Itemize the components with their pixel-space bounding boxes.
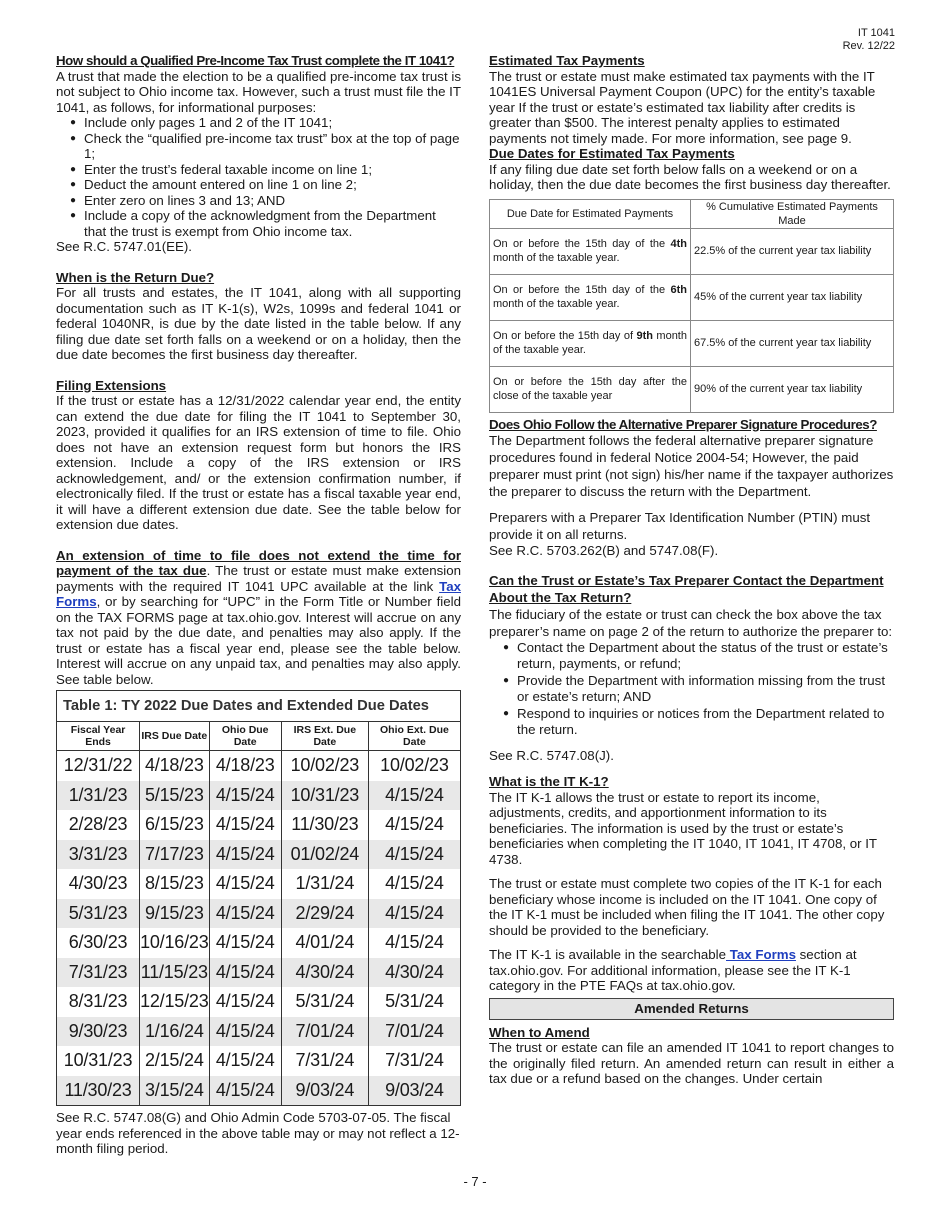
list-item: ● Respond to inquiries or notices from the Department related to the return. [503, 706, 894, 739]
left-column [56, 53, 461, 1157]
when-to-amend-heading: When to Amend [489, 1024, 590, 1040]
tax-forms-link[interactable]: Tax Forms [56, 578, 461, 609]
amended-returns-header: Amended Returns [489, 998, 894, 1020]
table-caption: Table 1: TY 2022 Due Dates and Extended Due Dates [57, 691, 461, 722]
table-cell: 3/15/24 [140, 1076, 209, 1106]
list-item: ● Contact the Department about the status of the trust or estate’s return, payments, or refund; [503, 640, 894, 673]
return-due-heading: When is the Return Due? [56, 269, 215, 285]
table-cell: 4/18/23 [209, 751, 281, 781]
percent-cell: 90% of the current year tax liability [691, 366, 894, 412]
table-cell: 5/31/24 [368, 987, 460, 1017]
estimated-due-heading: Due Dates for Estimated Tax Payments [489, 146, 735, 161]
k1-text-2: The trust or estate must complete two copies of the IT K-1 for each beneficiary whose income is included on the IT 1041. One copy of the IT K-1 must be included when filing the IT 1041. The other copy should be provided to the beneficiary. [489, 876, 885, 938]
table-cell: 9/03/24 [281, 1076, 368, 1106]
table-cell: 12/31/22 [57, 751, 140, 781]
table-row [490, 320, 894, 366]
form-number: IT 1041 [857, 27, 895, 39]
table-cell: 4/15/24 [209, 1046, 281, 1076]
table-cell: 4/15/24 [209, 928, 281, 958]
table-cell: 6/15/23 [140, 810, 209, 840]
table-cell: 7/31/24 [281, 1046, 368, 1076]
list-item: ● Check the “qualified pre-income tax trust” box at the top of page 1; [70, 131, 461, 162]
right-column [489, 53, 894, 1087]
table-cell: 4/15/24 [209, 781, 281, 811]
list-item: ● Enter the trust’s federal taxable income on line 1; [70, 162, 461, 178]
table-cell: 3/31/23 [57, 840, 140, 870]
table-cell: 6/30/23 [57, 928, 140, 958]
estimated-payments-table [489, 199, 894, 413]
due-date-cell: On or before the 15th day of the 6th month of the taxable year. [490, 274, 691, 320]
table-cell: 9/03/24 [368, 1076, 460, 1106]
table-cell: 7/31/24 [368, 1046, 460, 1076]
table-cell: 4/15/24 [209, 1076, 281, 1106]
table-cell: 10/02/23 [368, 751, 460, 781]
qpit-intro: A trust that made the election to be a qualified pre-income tax trust is not subject to Ohio income tax. However, such a trust must file the IT 1041, as follows, for informational purposes: [56, 68, 461, 115]
table-cell: 1/16/24 [140, 1017, 209, 1047]
due-date-cell: On or before the 15th day of the 4th month of the taxable year. [490, 228, 691, 274]
alt-preparer-see: See R.C. 5703.262(B) and 5747.08(F). [489, 543, 719, 558]
estimated-payments-text: The trust or estate must make estimated tax payments with the IT 1041ES Universal Payment Coupon (UPC) for the entity’s taxable year If the trust or estate’s estimated tax liability after credits is greater than $500. The interest penalty applies to estimated payments not timely made. For more information, see page 9. [489, 68, 876, 146]
percent-cell: 22.5% of the current year tax liability [691, 228, 894, 274]
table-cell: 12/15/23 [140, 987, 209, 1017]
table-cell: 4/30/23 [57, 869, 140, 899]
qpit-see: See R.C. 5747.01(EE). [56, 239, 192, 254]
payment-paragraph [56, 548, 461, 688]
contact-heading: Can the Trust or Estate’s Tax Preparer Contact the Department About the Tax Return? [489, 572, 884, 605]
table-row [57, 869, 461, 899]
table-row [57, 751, 461, 781]
table-row [490, 366, 894, 412]
list-item: ● Include only pages 1 and 2 of the IT 1041; [70, 115, 461, 131]
list-item: ● Enter zero on lines 3 and 13; AND [70, 193, 461, 209]
table-row [490, 274, 894, 320]
table-cell: 4/15/24 [209, 840, 281, 870]
ptin-text: Preparers with a Preparer Tax Identification Number (PTIN) must provide it on all returns. [489, 510, 871, 542]
table-cell: 2/29/24 [281, 899, 368, 929]
list-item: ● Provide the Department with information missing from the trust or estate’s return; AND [503, 673, 894, 706]
table-cell: 4/15/24 [209, 1017, 281, 1047]
alt-preparer-heading: Does Ohio Follow the Alternative Preparer Signature Procedures? [489, 416, 877, 432]
table-cell: 7/17/23 [140, 840, 209, 870]
table-cell: 4/18/23 [140, 751, 209, 781]
table-cell: 10/31/23 [57, 1046, 140, 1076]
table-cell: 4/15/24 [368, 899, 460, 929]
table-row [57, 1046, 461, 1076]
due-dates-table-body [57, 751, 461, 1106]
table-cell: 10/31/23 [281, 781, 368, 811]
qpit-bullet-list [56, 115, 461, 239]
table-note: See R.C. 5747.08(G) and Ohio Admin Code 5703-07-05. The fiscal year ends referenced in the above table may or may not reflect a 12-month filing period. [56, 1110, 460, 1156]
table-row [57, 899, 461, 929]
contact-text: The fiduciary of the estate or trust can check the box above the tax preparer’s name on page 2 of the return to authorize the preparer to: [489, 606, 893, 639]
column-header: Ohio Due Date [209, 722, 281, 751]
table-cell: 4/15/24 [209, 810, 281, 840]
contact-bullet-list [489, 640, 894, 739]
due-dates-table [56, 690, 461, 1106]
table-row [57, 840, 461, 870]
table-cell: 11/30/23 [57, 1076, 140, 1106]
table-cell: 5/15/23 [140, 781, 209, 811]
table-cell: 4/15/24 [368, 869, 460, 899]
table-row [57, 810, 461, 840]
list-item: ● Include a copy of the acknowledgment from the Department that the trust is exempt from Ohio income tax. [70, 208, 461, 239]
due-date-cell: On or before the 15th day after the close of the taxable year [490, 366, 691, 412]
column-header: Ohio Ext. Due Date [368, 722, 460, 751]
column-header: IRS Due Date [140, 722, 209, 751]
estimated-due-text: If any filing due date set forth below falls on a weekend or on a holiday, then the due date becomes the first business day thereafter. [489, 161, 891, 192]
percent-cell: 67.5% of the current year tax liability [691, 320, 894, 366]
percent-cell: 45% of the current year tax liability [691, 274, 894, 320]
column-header: Due Date for Estimated Payments [490, 199, 691, 228]
table-cell: 1/31/23 [57, 781, 140, 811]
payment-heading: An extension of time to file does not extend the time for payment of the tax due [56, 547, 461, 578]
table-cell: 2/28/23 [57, 810, 140, 840]
k1-text-1: The IT K-1 allows the trust or estate to report its income, adjustments, credits, and apportionment information to its beneficiaries. The information is used by the trust or estate’s beneficiaries when completing the IT 1040, IT 1041, IT 4708, or IT 4738. [489, 789, 877, 867]
column-header: IRS Ext. Due Date [281, 722, 368, 751]
table-row [57, 1076, 461, 1106]
table-cell: 7/31/23 [57, 958, 140, 988]
table-row [57, 781, 461, 811]
estimated-payments-heading: Estimated Tax Payments [489, 53, 645, 68]
table-cell: 4/01/24 [281, 928, 368, 958]
table-cell: 4/15/24 [368, 810, 460, 840]
column-header: % Cumulative Estimated Payments Made [691, 199, 894, 228]
table-cell: 9/30/23 [57, 1017, 140, 1047]
table-row [57, 958, 461, 988]
table-cell: 4/15/24 [209, 987, 281, 1017]
table-cell: 7/01/24 [281, 1017, 368, 1047]
table-cell: 2/15/24 [140, 1046, 209, 1076]
return-due-text: For all trusts and estates, the IT 1041, along with all supporting documentation such as IT K-1(s), W2s, 1099s and federal 1041 or federal 1040NR, is due by the date listed in the table below. If any filing due date set forth falls on a weekend or on a holiday, then the due date becomes the first business day thereafter. [56, 285, 461, 362]
filing-extensions-text: If the trust or estate has a 12/31/2022 calendar year end, the entity can extend the due date for filing the IT 1041 to September 30, 2023, provided it qualifies for an IRS extension of time to file. Ohio does not have an extension request form but honors the IRS extension. Include a copy of the IRS extension or IRS acknowledgement, and/ or the extension confirmation number, if electronically filed. If the trust or estate has a fiscal taxable year end, it will have a different extension due date. See the table below for extension due dates. [56, 393, 461, 532]
table-cell: 4/15/24 [368, 781, 460, 811]
table-cell: 10/16/23 [140, 928, 209, 958]
table-cell: 9/15/23 [140, 899, 209, 929]
table-cell: 11/15/23 [140, 958, 209, 988]
list-item: ● Deduct the amount entered on line 1 on line 2; [70, 177, 461, 193]
form-header [843, 27, 895, 53]
table-row [57, 928, 461, 958]
table-cell: 5/31/24 [281, 987, 368, 1017]
table-cell: 10/02/23 [281, 751, 368, 781]
table-cell: 7/01/24 [368, 1017, 460, 1047]
tax-forms-link[interactable]: Tax Forms [726, 947, 796, 962]
table-row [57, 987, 461, 1017]
table-cell: 5/31/23 [57, 899, 140, 929]
table-cell: 4/15/24 [209, 869, 281, 899]
table-cell: 4/15/24 [368, 928, 460, 958]
table-cell: 01/02/24 [281, 840, 368, 870]
table-cell: 4/30/24 [281, 958, 368, 988]
table-cell: 4/15/24 [368, 840, 460, 870]
table-cell: 4/15/24 [209, 958, 281, 988]
k1-text-3: The IT K-1 is available in the searchable Tax Forms section at tax.ohio.gov. For additional information, please see the IT K-1 category in the PTE FAQs at tax.ohio.gov. [489, 947, 857, 993]
table-row [490, 228, 894, 274]
table-cell: 4/30/24 [368, 958, 460, 988]
payment-text: . The trust or estate must make extension payments with the required IT 1041 UPC available at the link [56, 563, 461, 594]
table-cell: 8/31/23 [57, 987, 140, 1017]
form-revision: Rev. 12/22 [842, 40, 895, 52]
table-cell: 8/15/23 [140, 869, 209, 899]
when-to-amend-text: The trust or estate can file an amended IT 1041 to report changes to the originally filed return. An amended return can result in either a tax due or a refund based on the changes. Under certain [489, 1040, 894, 1086]
contact-see: See R.C. 5747.08(J). [489, 747, 614, 763]
table-cell: 1/31/24 [281, 869, 368, 899]
column-header: Fiscal Year Ends [57, 722, 140, 751]
alt-preparer-text: The Department follows the federal alternative preparer signature procedures found in federal Notice 2004-54; However, the paid preparer must print (not sign) his/her name if the taxpayer authorizes the preparer to discuss the return with the Department. [489, 433, 894, 499]
k1-heading: What is the IT K-1? [489, 774, 609, 789]
payment-text-cont: , or by searching for “UPC” in the Form Title or Number field on the TAX FORMS page at tax.ohio.gov. Interest will accrue on any tax not paid by the due date, and penalties may also apply. If the trust or estate has a fiscal year end, please see the table below. Interest will accrue on any unpaid tax, and penalties may also apply. See table below. [56, 594, 461, 687]
due-date-cell: On or before the 15th day of 9th month of the taxable year. [490, 320, 691, 366]
page-number: - 7 - [463, 1174, 487, 1189]
qpit-heading: How should a Qualified Pre-Income Tax Trust complete the IT 1041? [56, 53, 455, 68]
filing-extensions-heading: Filing Extensions [56, 377, 167, 393]
table-cell: 11/30/23 [281, 810, 368, 840]
table-row [57, 1017, 461, 1047]
table-cell: 4/15/24 [209, 899, 281, 929]
